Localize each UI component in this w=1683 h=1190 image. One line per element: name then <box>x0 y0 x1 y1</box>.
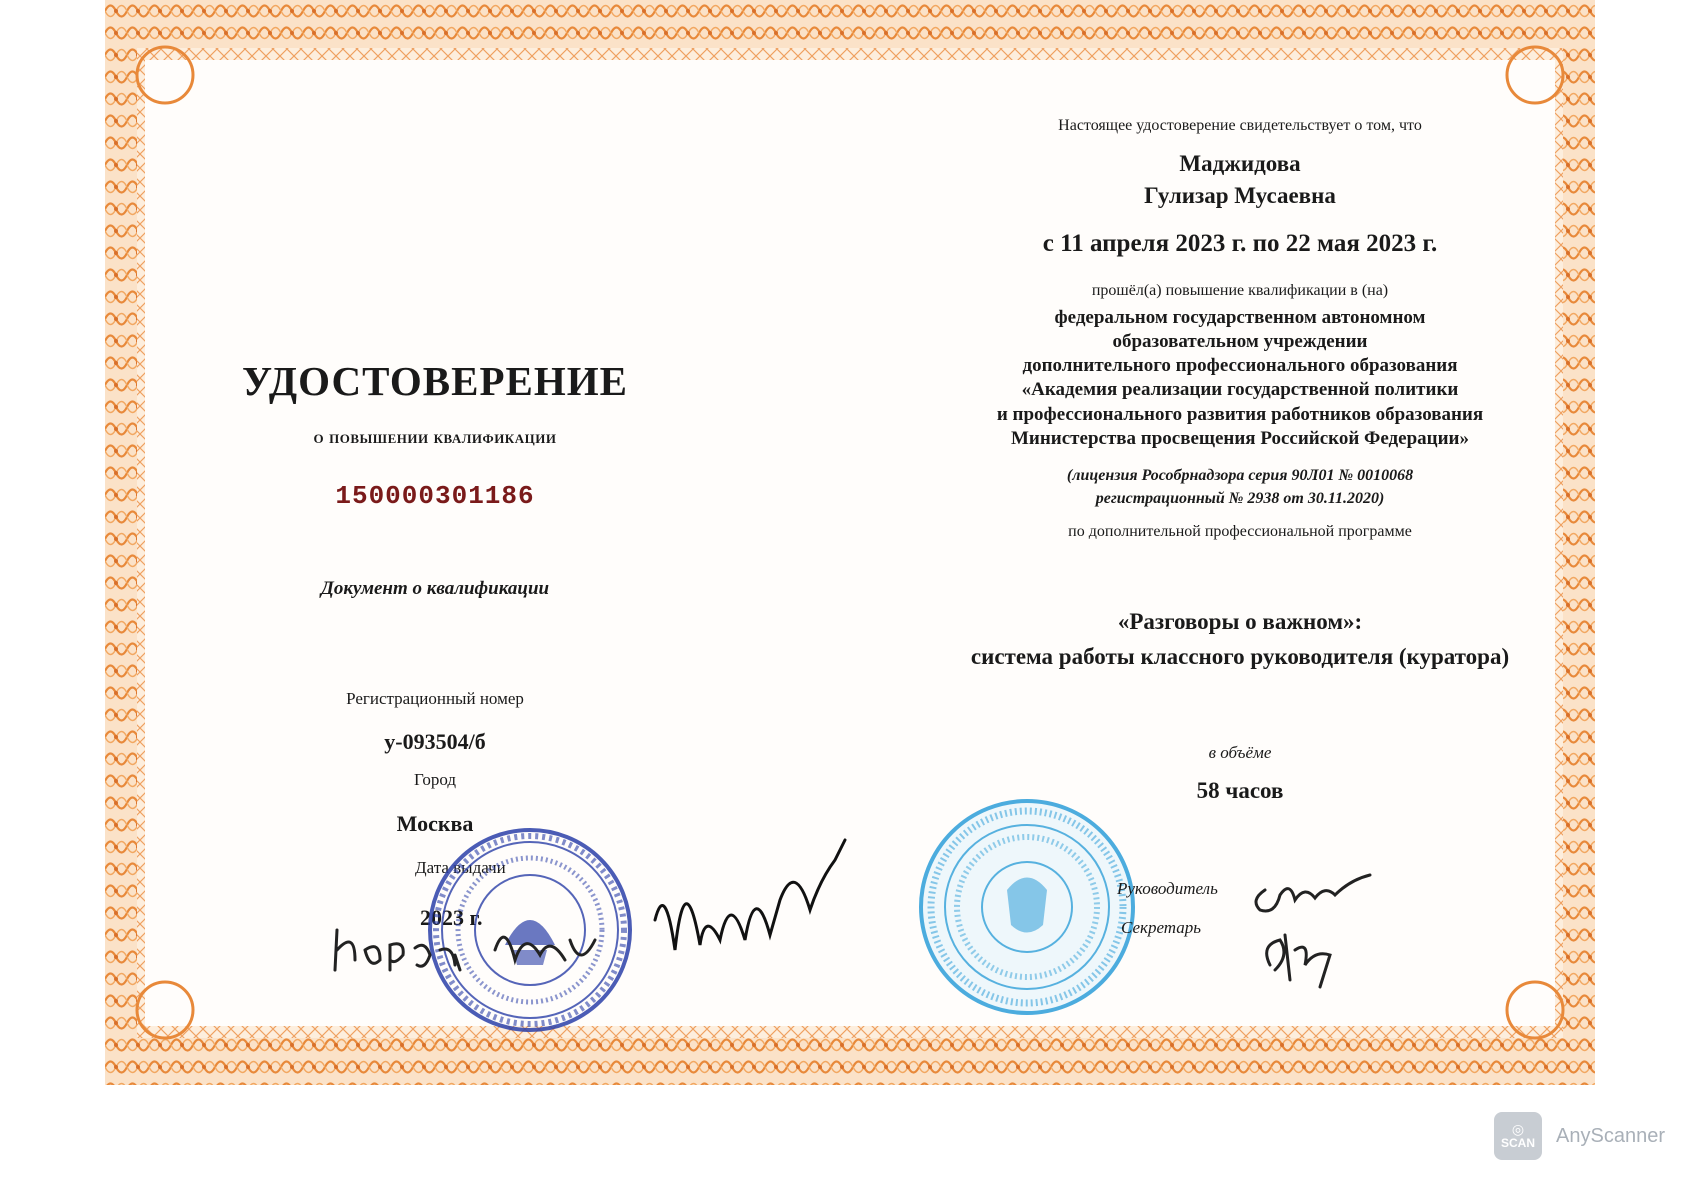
secretary-label: Секретарь <box>1121 918 1201 937</box>
anyscanner-watermark <box>1494 1112 1665 1160</box>
organization-line: «Академия реализации государственной политики <box>1021 379 1459 400</box>
license-line: (лицензия Рособрнадзора серия 90Л01 № 0010068 <box>1066 467 1414 484</box>
registration-label: Регистрационный номер <box>346 689 524 708</box>
city-value: Москва <box>396 811 474 836</box>
head-signature <box>1245 860 1375 920</box>
program-label: по дополнительной профессиональной программе <box>1068 523 1412 540</box>
scan-logo-icon: ◎ SCAN <box>1494 1112 1542 1160</box>
issue-date-label: Дата выдачи <box>415 858 506 877</box>
certificate-number: 150000301186 <box>335 481 535 511</box>
passed-text: прошёл(а) повышение квалификации в (на) <box>1091 282 1389 299</box>
recipient-surname: Маджидова <box>1179 151 1301 176</box>
organization-line: образовательном учреждении <box>1112 331 1368 352</box>
academy-stamp <box>915 795 1140 1020</box>
handwritten-copy-note <box>325 820 885 1010</box>
city-label: Город <box>414 770 456 789</box>
volume-label: в объёме <box>1208 743 1272 762</box>
program-subtitle: система работы классного руководителя (куратора) <box>970 644 1510 669</box>
organization-line: дополнительного профессионального образования <box>1022 355 1458 376</box>
organization-line: и профессионального развития работников образования <box>996 404 1484 425</box>
organization-line: федеральном государственном автономном <box>1054 307 1426 328</box>
document-type: Документ о квалификации <box>320 578 550 599</box>
secretary-signature <box>1255 915 1355 990</box>
certificate-subtitle: о повышении квалификации <box>313 427 557 447</box>
program-title: «Разговоры о важном»: <box>1117 609 1363 634</box>
recipient-given-name: Гулизар Мусаевна <box>1144 183 1336 208</box>
head-label: Руководитель <box>1117 879 1218 898</box>
certificate-scan <box>105 0 1595 1085</box>
registration-number: у-093504/б <box>384 729 486 754</box>
license-line: регистрационный № 2938 от 30.11.2020) <box>1095 490 1385 507</box>
training-period: с 11 апреля 2023 г. по 22 мая 2023 г. <box>1042 230 1438 257</box>
certificate-title: УДОСТОВЕРЕНИЕ <box>241 358 629 404</box>
watermark-app-name: AnyScanner <box>1556 1124 1665 1147</box>
organization-line: Министерства просвещения Российской Федерации» <box>1010 428 1470 449</box>
issue-date: 2023 г. <box>420 905 483 930</box>
volume-value: 58 часов <box>1196 778 1284 803</box>
intro-text: Настоящее удостоверение свидетельствует о том, что <box>1058 117 1422 134</box>
